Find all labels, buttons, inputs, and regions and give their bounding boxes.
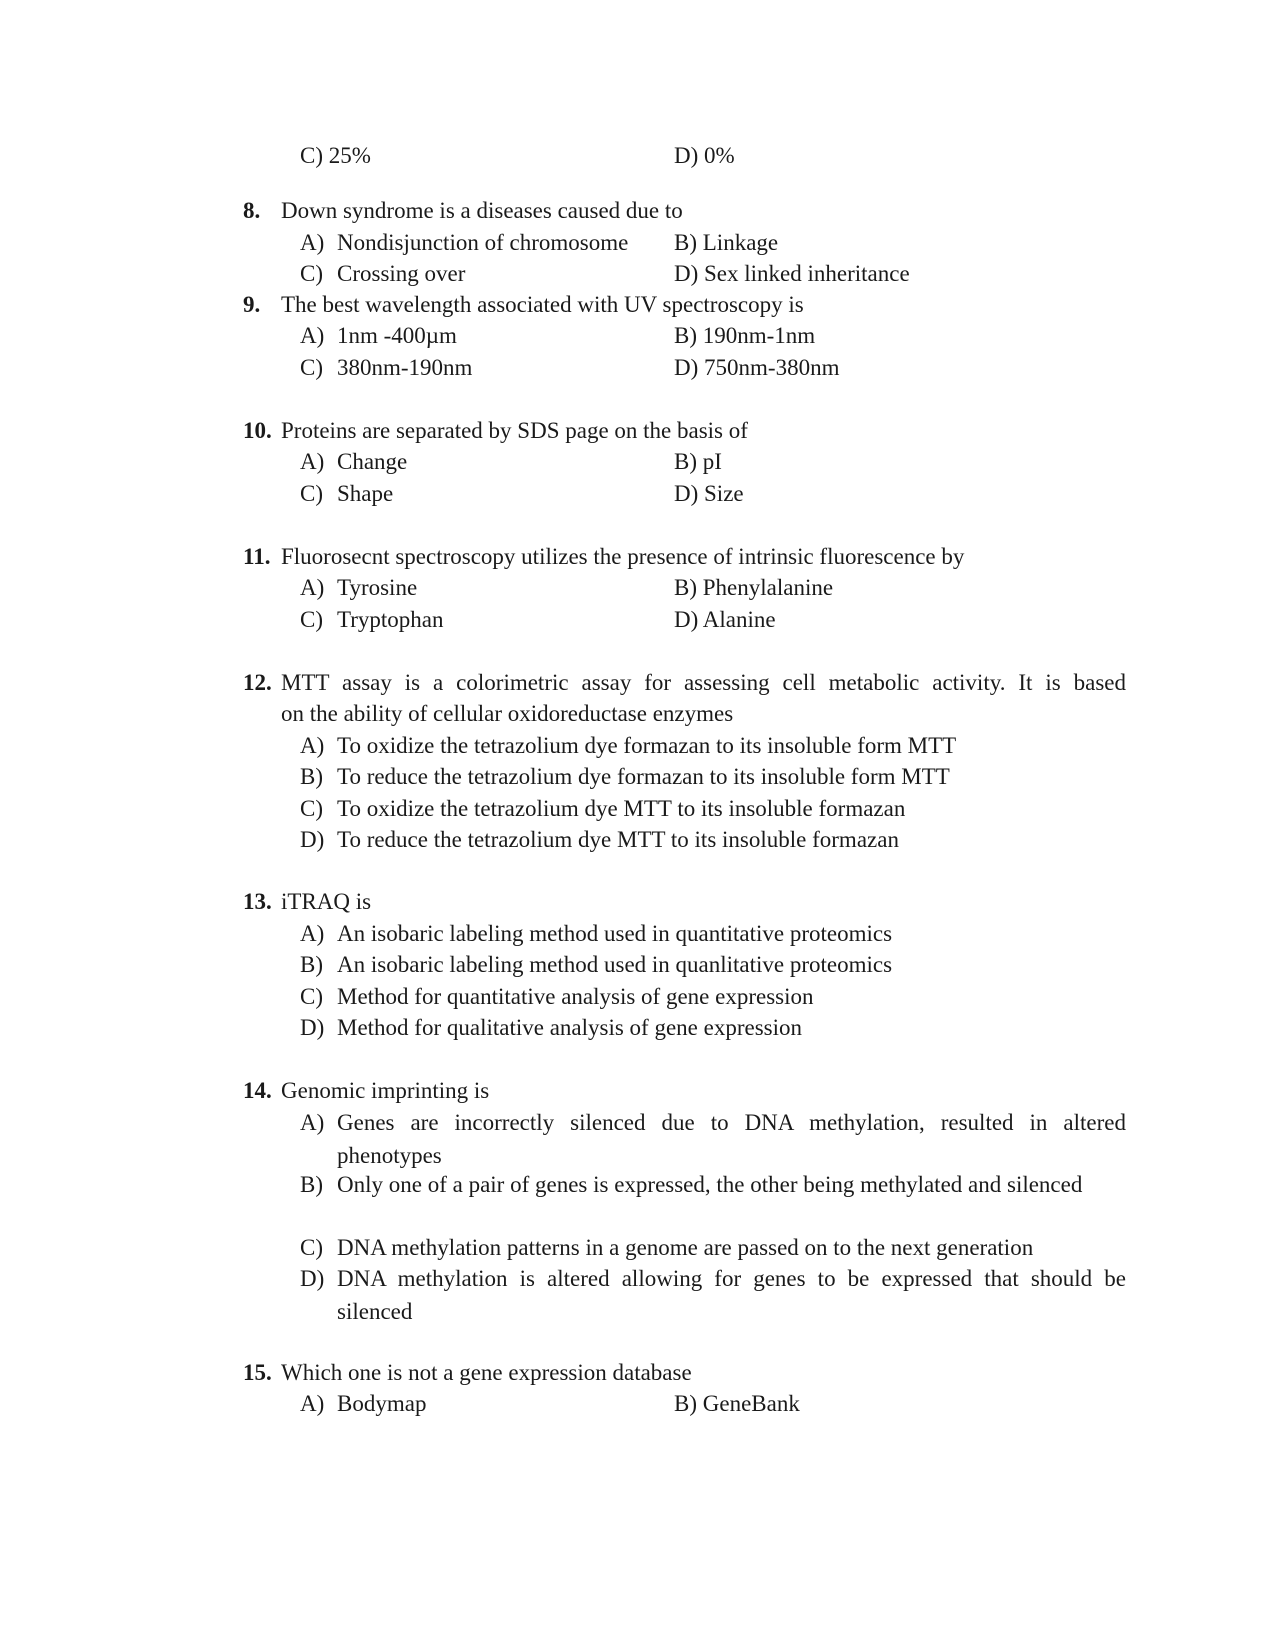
option-text: Genes are incorrectly silenced due to DNA methylation, resulted in altered phenotypes bbox=[337, 1110, 1126, 1168]
q15-option-a bbox=[300, 1390, 426, 1418]
question-11-number: 11. bbox=[243, 544, 271, 569]
option-label: C) bbox=[300, 1235, 323, 1260]
q13-option-a bbox=[300, 920, 892, 948]
option-label: A) bbox=[300, 733, 325, 758]
option-d-prev: D) 0% bbox=[674, 143, 735, 168]
option-label: A) bbox=[300, 921, 325, 946]
option-text: Only one of a pair of genes is expressed, the other being methylated and silenced bbox=[337, 1172, 1083, 1197]
question-13-text: iTRAQ is bbox=[281, 889, 372, 914]
option-label: C) bbox=[300, 261, 323, 286]
question-9-number: 9. bbox=[243, 292, 261, 317]
q8-option-b: B) Linkage bbox=[674, 230, 779, 255]
option-text: 1nm -400µm bbox=[337, 323, 457, 348]
question-12-text-line2: on the ability of cellular oxidoreductase enzymes bbox=[281, 701, 734, 726]
option-text: Crossing over bbox=[337, 261, 466, 286]
q15-option-b: B) GeneBank bbox=[674, 1391, 800, 1416]
q9-option-b: B) 190nm-1nm bbox=[674, 323, 816, 348]
question-14-text: Genomic imprinting is bbox=[281, 1078, 490, 1103]
option-text: DNA methylation is altered allowing for genes to be expressed that should be silenced bbox=[337, 1266, 1126, 1324]
option-text: Nondisjunction of chromosome bbox=[337, 230, 629, 255]
option-text: To oxidize the tetrazolium dye MTT to its insoluble formazan bbox=[337, 796, 906, 821]
option-text: Method for quantitative analysis of gene expression bbox=[337, 984, 814, 1009]
q8-option-d: D) Sex linked inheritance bbox=[674, 261, 910, 286]
q9-option-a bbox=[300, 322, 457, 350]
option-text: Method for qualitative analysis of gene expression bbox=[337, 1015, 802, 1040]
question-12-text-line1: MTT assay is a colorimetric assay for assessing cell metabolic activity. It is based bbox=[281, 670, 1126, 695]
option-label: B) bbox=[300, 764, 323, 789]
q13-option-b bbox=[300, 951, 892, 979]
q10-option-d: D) Size bbox=[674, 481, 744, 506]
question-15-number: 15. bbox=[243, 1360, 272, 1385]
question-12-number: 12. bbox=[243, 670, 272, 695]
option-label: C) bbox=[300, 481, 323, 506]
option-text: To reduce the tetrazolium dye formazan to its insoluble form MTT bbox=[337, 764, 950, 789]
question-11-text: Fluorosecnt spectroscopy utilizes the presence of intrinsic fluorescence by bbox=[281, 544, 965, 569]
option-c-prev: C) 25% bbox=[300, 143, 371, 168]
option-label: B) bbox=[300, 952, 323, 977]
q13-option-c bbox=[300, 983, 814, 1011]
option-label: D) bbox=[300, 827, 325, 852]
option-label: A) bbox=[300, 575, 325, 600]
q10-option-c bbox=[300, 480, 393, 508]
q12-option-a bbox=[300, 732, 956, 760]
question-10-number: 10. bbox=[243, 418, 272, 443]
question-9-text: The best wavelength associated with UV spectroscopy is bbox=[281, 292, 804, 317]
q10-option-a bbox=[300, 448, 407, 476]
q11-option-c bbox=[300, 606, 444, 634]
question-8-number: 8. bbox=[243, 198, 261, 223]
question-10-text: Proteins are separated by SDS page on the basis of bbox=[281, 418, 748, 443]
q12-option-d bbox=[300, 826, 899, 854]
option-label: C) bbox=[300, 607, 323, 632]
q8-option-a bbox=[300, 229, 628, 257]
option-text: DNA methylation patterns in a genome are passed on to the next generation bbox=[337, 1235, 1034, 1260]
option-text: Tyrosine bbox=[337, 575, 418, 600]
option-label: C) bbox=[300, 796, 323, 821]
q14-option-b bbox=[300, 1168, 1126, 1234]
option-label: D) bbox=[300, 1015, 325, 1040]
q14-option-a bbox=[300, 1106, 1126, 1172]
option-text: An isobaric labeling method used in quantitative proteomics bbox=[337, 921, 893, 946]
q11-option-a bbox=[300, 574, 417, 602]
question-15-text: Which one is not a gene expression database bbox=[281, 1360, 692, 1385]
option-label: A) bbox=[300, 323, 325, 348]
option-label: B) bbox=[300, 1172, 323, 1197]
option-text: To reduce the tetrazolium dye MTT to its insoluble formazan bbox=[337, 827, 899, 852]
option-label: A) bbox=[300, 1110, 325, 1135]
option-label: A) bbox=[300, 449, 325, 474]
q12-option-b bbox=[300, 763, 950, 791]
q11-option-b: B) Phenylalanine bbox=[674, 575, 834, 600]
option-text: Shape bbox=[337, 481, 394, 506]
q14-option-d bbox=[300, 1262, 1126, 1328]
q12-option-c bbox=[300, 795, 905, 823]
option-label: C) bbox=[300, 984, 323, 1009]
option-label: A) bbox=[300, 1391, 325, 1416]
q13-option-d bbox=[300, 1014, 802, 1042]
option-label: D) bbox=[300, 1266, 325, 1291]
option-text: To oxidize the tetrazolium dye formazan to its insoluble form MTT bbox=[337, 733, 957, 758]
option-text: An isobaric labeling method used in quanlitative proteomics bbox=[337, 952, 893, 977]
option-text: Bodymap bbox=[337, 1391, 427, 1416]
q14-option-c bbox=[300, 1231, 1126, 1264]
option-text: Change bbox=[337, 449, 408, 474]
q10-option-b: B) pI bbox=[674, 449, 722, 474]
question-13-number: 13. bbox=[243, 889, 272, 914]
option-label: C) bbox=[300, 355, 323, 380]
q9-option-c bbox=[300, 354, 472, 382]
option-text: 380nm-190nm bbox=[337, 355, 473, 380]
q11-option-d: D) Alanine bbox=[674, 607, 776, 632]
option-label: A) bbox=[300, 230, 325, 255]
q8-option-c bbox=[300, 260, 465, 288]
option-text: Tryptophan bbox=[337, 607, 444, 632]
question-8-text: Down syndrome is a diseases caused due to bbox=[281, 198, 683, 223]
question-14-number: 14. bbox=[243, 1078, 272, 1103]
q9-option-d: D) 750nm-380nm bbox=[674, 355, 840, 380]
